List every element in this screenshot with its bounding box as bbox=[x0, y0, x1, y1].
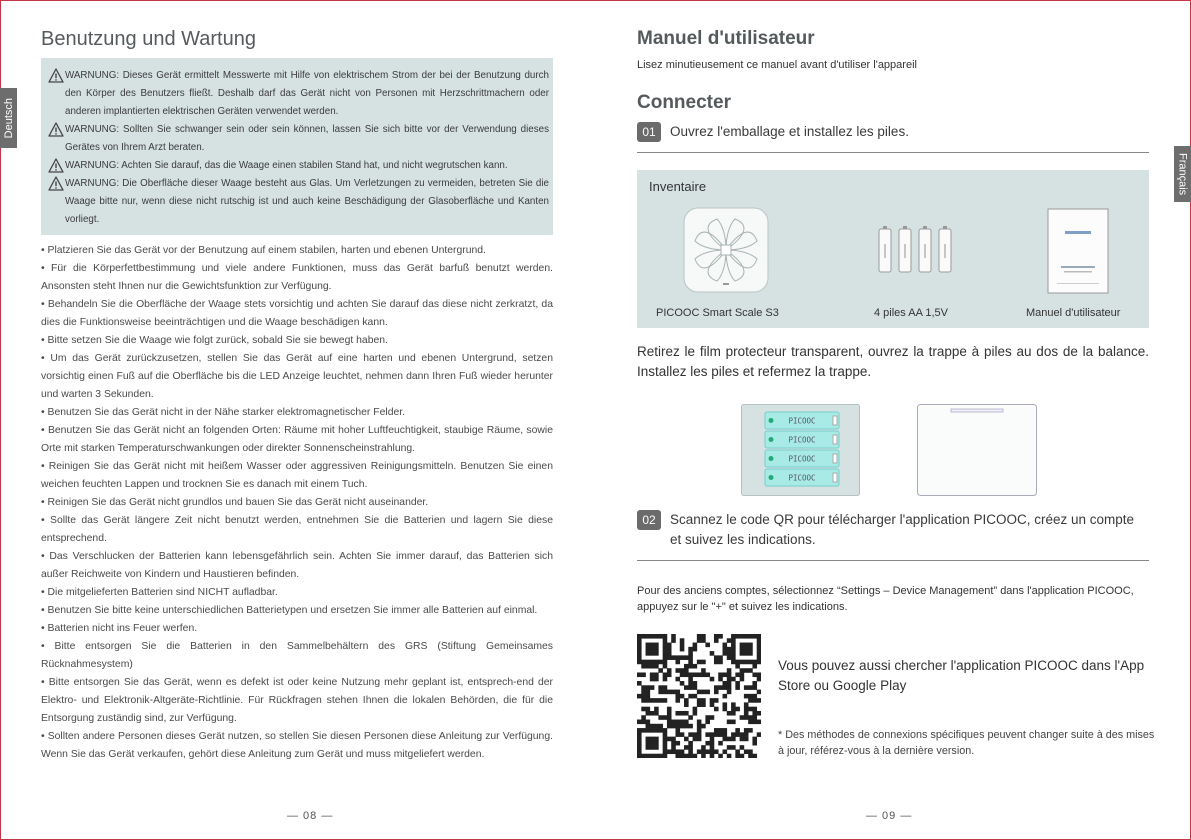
language-tab-deutsch bbox=[0, 88, 17, 148]
battery-label-1: PICOOC bbox=[788, 416, 816, 426]
inventory-label-manual: Manuel d'utilisateur bbox=[1026, 307, 1121, 319]
divider bbox=[637, 152, 1149, 153]
batteries-image bbox=[877, 226, 957, 274]
warning-triangle-icon bbox=[47, 176, 65, 191]
battery-label-2: PICOOC bbox=[788, 435, 816, 445]
warning-item bbox=[47, 67, 549, 121]
warning-item bbox=[47, 175, 549, 229]
inventory-label-scale: PICOOC Smart Scale S3 bbox=[656, 307, 779, 319]
bullet-item: • Behandeln Sie die Oberfläche der Waage stets vorsichtig und achten Sie darauf das diese nicht zerkratzt, da dies die Funktionsweise beeinträchtigen und die Waage beschädigen kann. bbox=[41, 299, 553, 328]
bullet-item: • Die mitgelieferten Batterien sind NICHT aufladbar. bbox=[41, 587, 278, 598]
warning-item bbox=[47, 121, 549, 157]
inventory-title: Inventaire bbox=[649, 179, 707, 194]
battery-label-4: PICOOC bbox=[788, 473, 816, 483]
bullet-item: • Reinigen Sie das Gerät nicht mit heißem Wasser oder aggressiven Reinigungsmitteln. Benutzen Sie einen weichen feuchten Lappen und trocknen Sie es danach mit einem Tuch. bbox=[41, 461, 553, 490]
existing-account-instructions: Pour des anciens comptes, sélectionnez “Settings – Device Management” dans l'application PICOOC, appuyez sur le "+" et suivez les indications. bbox=[637, 585, 1134, 613]
divider bbox=[637, 560, 1149, 561]
warning-text: WARNUNG: Sollten Sie schwanger sein oder sein können, lassen Sie sich bitte vor der Verwendung dieses Gerätes von Ihrem Arzt beraten. bbox=[65, 124, 549, 153]
qr-code[interactable] bbox=[637, 634, 761, 758]
smart-scale-image bbox=[683, 207, 769, 293]
warning-triangle-icon bbox=[47, 122, 65, 137]
warning-triangle-icon bbox=[47, 158, 65, 173]
step-number-badge: 01 bbox=[637, 122, 661, 142]
bullet-item: • Batterien nicht ins Feuer werfen. bbox=[41, 623, 198, 634]
bullet-item: • Reinigen Sie das Gerät nicht grundlos und bauen Sie das Gerät nicht auseinander. bbox=[41, 497, 429, 508]
step-2 bbox=[637, 510, 1149, 550]
bullet-item: • Das Verschlucken der Batterien kann lebensgefährlich sein. Achten Sie immer darauf, das Batterien sich außer Reichweite von Kindern und Haustieren befinden. bbox=[41, 551, 553, 580]
qr-section bbox=[637, 634, 1155, 764]
app-store-hint: Vous pouvez aussi chercher l'application PICOOC dans l'App Store ou Google Play bbox=[778, 658, 1145, 693]
warning-triangle-icon bbox=[47, 68, 65, 83]
manual-subtitle: Lisez minutieusement ce manuel avant d'utiliser l'appareil bbox=[637, 59, 917, 71]
bullet-list bbox=[41, 242, 553, 764]
manual-title: Manuel d'utilisateur bbox=[637, 28, 815, 49]
warning-text: WARNUNG: Dieses Gerät ermittelt Messwerte mit Hilfe von elektrischem Strom der bei der Benutzung durch den Körper des Benutzers fließt. Deshalb darf das Gerät nicht von Personen mit Herzschrittmachern oder anderen implantierten elektrischen Geräten verwendet werden. bbox=[65, 70, 549, 117]
step-1-text: Ouvrez l'emballage et installez les piles. bbox=[670, 124, 909, 139]
bullet-item: • Benutzen Sie das Gerät nicht in der Nähe starker elektromagnetischer Felder. bbox=[41, 407, 406, 418]
battery-install-images bbox=[637, 382, 1149, 510]
inventory-label-batteries: 4 piles AA 1,5V bbox=[874, 307, 948, 319]
bullet-item: • Bitte entsorgen Sie das Gerät, wenn es defekt ist oder keine Nutzung mehr geplant ist, entsprech-end der Elektro- und Elektronik-Altgeräte-Richtlinie. Für Rückfragen stehen Ihnen die lokalen Behörden, die für die Entsorgung zuständig sind, zur Verfügung. bbox=[41, 677, 553, 724]
battery-compartment-closed-image bbox=[917, 404, 1037, 496]
battery-instructions: Retirez le film protecteur transparent, ouvrez la trappe à piles au dos de la balance. Installez les piles et refermez la trappe. bbox=[637, 344, 1149, 379]
connect-heading: Connecter bbox=[637, 92, 731, 113]
step-1 bbox=[637, 122, 1149, 142]
warning-box bbox=[41, 58, 553, 235]
bullet-item: • Bitte setzen Sie die Waage wie folgt zurück, sobald Sie sie bewegt haben. bbox=[41, 335, 388, 346]
left-page-title: Benutzung und Wartung bbox=[41, 28, 256, 50]
bullet-item: • Benutzen Sie das Gerät nicht an folgenden Orten: Räume mit hoher Luftfeuchtigkeit, staubige Räume, sowie Orte mit starken Temperaturschwankungen oder direkter Sonnenscheinstrahlung. bbox=[41, 425, 553, 454]
update-note: * Des méthodes de connexions spécifiques peuvent changer suite à des mises à jour, référez-vous à la dernière version. bbox=[778, 729, 1155, 757]
battery-compartment-open-image bbox=[741, 404, 860, 496]
step-2-text: Scannez le code QR pour télécharger l'application PICOOC, créez un compte et suivez les indications. bbox=[670, 512, 1135, 547]
language-tab-label: Français bbox=[1176, 152, 1189, 196]
page-number-right: — 09 — bbox=[866, 810, 913, 822]
step-number-badge: 02 bbox=[637, 510, 661, 530]
battery-label-3: PICOOC bbox=[788, 454, 816, 464]
warning-item bbox=[47, 157, 549, 175]
right-page bbox=[637, 28, 1155, 764]
bullet-item: • Sollte das Gerät längere Zeit nicht benutzt werden, entnehmen Sie die Batterien und lagern Sie diese entsprechend. bbox=[41, 515, 553, 544]
page-number-left: — 08 — bbox=[287, 810, 334, 822]
bullet-item: • Sollten andere Personen dieses Gerät nutzen, so stellen Sie diesen Personen diese Anleitung zur Verfügung. Wenn Sie das Gerät verkaufen, gehört diese Anleitung zum Gerät und muss mitgeliefert werden. bbox=[41, 731, 553, 760]
bullet-item: • Bitte entsorgen Sie die Batterien in den Sammelbehältern des GRS (Stiftung Gemeinsames Rücknahmesystem) bbox=[41, 641, 553, 670]
left-page bbox=[41, 28, 553, 764]
bullet-item: • Platzieren Sie das Gerät vor der Benutzung auf einem stabilen, harten und ebenen Untergrund. bbox=[41, 245, 486, 256]
manual-booklet-image bbox=[1047, 208, 1109, 294]
bullet-item: • Für die Körperfettbestimmung und viele andere Funktionen, muss das Gerät barfuß benutzt werden. Ansonsten steht Ihnen nur die Gewichtsfunktion zur Verfügung. bbox=[41, 263, 553, 292]
bullet-item: • Um das Gerät zurückzusetzen, stellen Sie das Gerät auf eine harten und ebenen Untergrund, setzen vorsichtig einen Fuß auf die Oberfläche bis die LED Anzeige leuchtet, nehmen dann Ihren Fuß wieder herunter und warten 3 Sekunden. bbox=[41, 353, 553, 400]
bullet-item: • Benutzen Sie bitte keine unterschiedlichen Batterietypen und ersetzen Sie immer alle Batterien auf einmal. bbox=[41, 605, 538, 616]
language-tab-label: Deutsch bbox=[2, 97, 15, 139]
language-tab-francais bbox=[1174, 146, 1191, 202]
warning-text: WARNUNG: Die Oberfläche dieser Waage besteht aus Glas. Um Verletzungen zu vermeiden, betreten Sie die Waage bitte nur, wenn diese nicht rutschig ist und auch keine Beschädigung der Glasoberfläche und Kanten vorliegt. bbox=[65, 178, 549, 225]
inventory-panel bbox=[637, 170, 1149, 328]
warning-text: WARNUNG: Achten Sie darauf, das die Waage einen stabilen Stand hat, und nicht wegrutschen kann. bbox=[65, 160, 508, 171]
